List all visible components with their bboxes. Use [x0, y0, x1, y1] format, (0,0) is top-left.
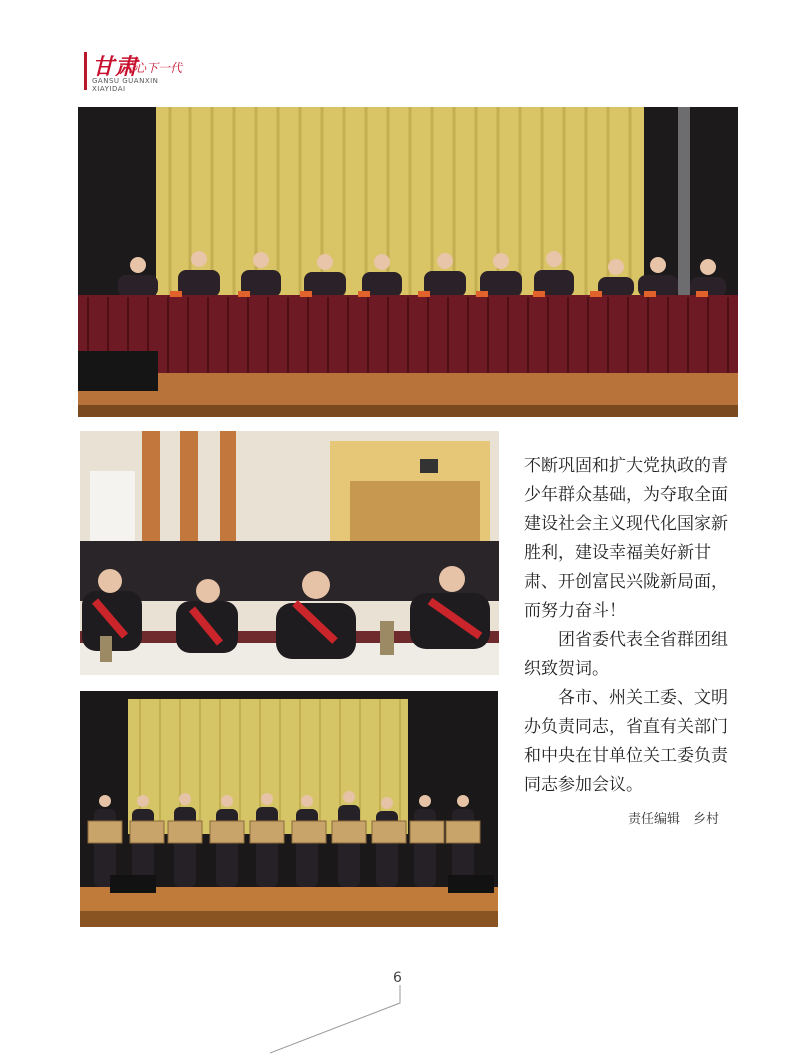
masthead-bar: [84, 52, 87, 90]
page-number: 6: [393, 970, 402, 986]
editor-credit: 责任编辑 乡村: [628, 812, 720, 827]
article-paragraph-1: 不断巩固和扩大党执政的青少年群众基础，为夺取全面建设社会主义现代化国家新胜利，建设幸福美好新甘肃、开创富民兴陇新局面，而努力奋斗！: [524, 456, 728, 621]
masthead-pinyin-line1: GANSU GUANXIN: [92, 77, 159, 85]
masthead-pinyin-line2: XIAYIDAI: [92, 85, 126, 93]
masthead-pinyin: [92, 77, 172, 93]
article-paragraph-2: 团省委代表全省群团组织致贺词。: [524, 630, 728, 679]
masthead-title: 甘肃: [92, 54, 139, 80]
audience-photo: [80, 431, 499, 675]
article-body: [524, 452, 734, 800]
awardees-photo: [80, 691, 498, 927]
footer-decorative-line: [270, 985, 410, 1055]
masthead-subtitle: 关心下一代: [122, 61, 183, 75]
presidium-photo: [78, 107, 738, 417]
article-paragraph-3: 各市、州关工委、文明办负责同志，省直有关部门和中央在甘单位关工委负责同志参加会议。: [524, 688, 728, 795]
masthead-logo: [84, 50, 214, 94]
